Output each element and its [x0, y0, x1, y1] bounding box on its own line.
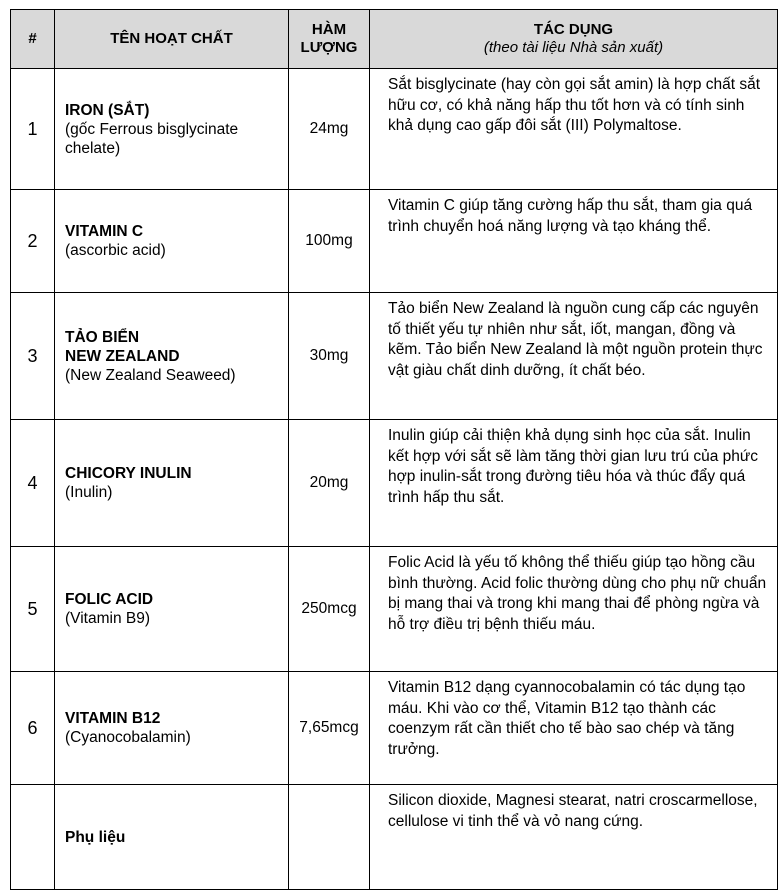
ingredient-name: IRON (SẮT) [65, 101, 150, 119]
ingredient-amount: 250mcg [289, 547, 370, 672]
ingredient-effect: Vitamin C giúp tăng cường hấp thu sắt, tham gia quá trình chuyển hoá năng lượng và tạo kháng thể. [370, 190, 778, 293]
header-amount-line1: HÀM [311, 21, 347, 38]
ingredient-subname: (New Zealand Seaweed) [65, 366, 236, 384]
ingredient-amount: 20mg [289, 420, 370, 547]
ingredient-name: CHICORY INULIN [65, 465, 192, 482]
ingredient-effect: Inulin giúp cải thiện khả dụng sinh học của sắt. Inulin kết hợp với sắt sẽ làm tăng thời gian lưu trú của phức hợp inulin-sắt trong đường tiêu hóa và thúc đẩy quá trình hấp thu sắt. [370, 420, 778, 547]
table-header-row [11, 10, 778, 69]
ingredient-subname: (Vitamin B9) [65, 610, 150, 627]
table-row [11, 293, 778, 420]
ingredient-name: FOLIC ACID [65, 591, 154, 608]
row-number: 2 [11, 190, 55, 293]
row-number [11, 785, 55, 890]
ingredient-name-cell [55, 420, 289, 547]
ingredient-name-cell [55, 785, 289, 890]
ingredient-name-cell [55, 672, 289, 785]
header-amount [289, 10, 370, 69]
row-number: 3 [11, 293, 55, 420]
row-number: 6 [11, 672, 55, 785]
ingredient-effect: Vitamin B12 dạng cyannocobalamin có tác dụng tạo máu. Khi vào cơ thể, Vitamin B12 tạo thành các coenzym rất cần thiết cho tế bào sao chép và tăng trưởng. [370, 672, 778, 785]
table-row-excipients [11, 785, 778, 890]
row-number: 1 [11, 69, 55, 190]
ingredient-effect: Tảo biển New Zealand là nguồn cung cấp các nguyên tố thiết yếu tự nhiên như sắt, iốt, mangan, đồng và kẽm. Tảo biển New Zealand là một nguồn protein thực vật giàu chất dinh dưỡng, ít chất béo. [370, 293, 778, 420]
ingredient-name: VITAMIN C [65, 223, 144, 240]
table-row [11, 69, 778, 190]
table-row [11, 420, 778, 547]
ingredient-amount: 24mg [289, 69, 370, 190]
ingredient-name-cell [55, 293, 289, 420]
ingredient-subname: (Cyanocobalamin) [65, 729, 191, 746]
excipients-list: Silicon dioxide, Magnesi stearat, natri croscarmellose, cellulose vi tinh thể và vỏ nang cứng. [370, 785, 778, 890]
header-effect [370, 10, 778, 69]
header-amount-line2: LƯỢNG [300, 39, 358, 56]
ingredient-amount: 100mg [289, 190, 370, 293]
table-row [11, 672, 778, 785]
ingredient-subname: (ascorbic acid) [65, 242, 166, 259]
ingredient-name-line2: NEW ZEALAND [65, 347, 180, 365]
ingredient-name-cell [55, 190, 289, 293]
ingredient-amount [289, 785, 370, 890]
ingredient-name-cell [55, 69, 289, 190]
ingredient-subname: (gốc Ferrous bisglycinate chelate) [65, 120, 239, 157]
ingredient-name: VITAMIN B12 [65, 710, 161, 727]
ingredient-amount: 30mg [289, 293, 370, 420]
ingredient-subname: (Inulin) [65, 484, 113, 501]
ingredient-effect: Sắt bisglycinate (hay còn gọi sắt amin) là hợp chất sắt hữu cơ, có khả năng hấp thu tốt hơn và có tính sinh khả dụng cao gấp đôi sắt (III) Polymaltose. [370, 69, 778, 190]
ingredient-name-cell [55, 547, 289, 672]
header-num: # [11, 10, 55, 69]
row-number: 5 [11, 547, 55, 672]
ingredient-amount: 7,65mcg [289, 672, 370, 785]
ingredients-table [10, 9, 778, 890]
row-number: 4 [11, 420, 55, 547]
header-effect-title: TÁC DỤNG [533, 21, 614, 38]
excipients-label: Phụ liệu [65, 828, 126, 846]
header-effect-subtitle: (theo tài liệu Nhà sản xuất) [483, 39, 664, 56]
ingredient-effect: Folic Acid là yếu tố không thể thiếu giúp tạo hồng cầu bình thường. Acid folic thường dùng cho phụ nữ chuẩn bị mang thai và trong khi mang thai để phòng ngừa và hỗ trợ điều trị bệnh thiếu máu. [370, 547, 778, 672]
table-row [11, 190, 778, 293]
header-name: TÊN HOẠT CHẤT [55, 10, 289, 69]
ingredient-name: TẢO BIỂN [65, 328, 140, 346]
table-row [11, 547, 778, 672]
